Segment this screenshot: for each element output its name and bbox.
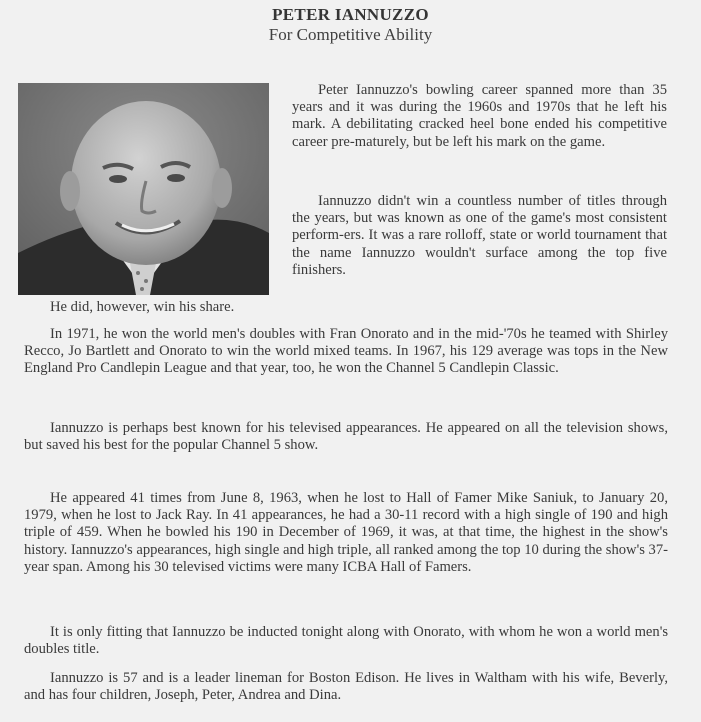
- portrait-image: [18, 83, 269, 295]
- paragraph-6: He appeared 41 times from June 8, 1963, when he lost to Hall of Famer Mike Saniuk, to January 20, 1979, when he lost to Jack Ray. In 41 appearances, he had a 30-11 record with a high single of 190 and high triple of 459. When he bowled his 190 in December of 1969, it was, at that time, the highest in the show's history. Iannuzzo's appearances, high single and high triple, all ranked among the top 10 during the show's 37-year span. Among his 30 televised victims were many ICBA Hall of Famers.: [24, 490, 668, 575]
- portrait-photo: [18, 83, 269, 295]
- paragraph-8: Iannuzzo is 57 and is a leader lineman for Boston Edison. He lives in Waltham with his wife, Beverly, and has four children, Joseph, Peter, Andrea and Dina.: [24, 670, 668, 704]
- page-subtitle: For Competitive Ability: [268, 25, 433, 44]
- paragraph-3: He did, however, win his share.: [50, 299, 235, 315]
- paragraph-1: Peter Iannuzzo's bowling career spanned more than 35 years and it was during the 1960s and 1970s that he left his mark. A debilitating cracked heel bone ended his competitive career pre-maturely, but be left his mark on the game.: [292, 82, 667, 150]
- right-ear: [212, 168, 232, 208]
- paragraph-5: Iannuzzo is perhaps best known for his televised appearances. He appeared on all the television shows, but saved his best for the popular Channel 5 show.: [24, 420, 668, 454]
- page-title: PETER IANNUZZO: [272, 5, 429, 24]
- paragraph-4: In 1971, he won the world men's doubles with Fran Onorato and in the mid-'70s he teamed with Shirley Recco, Jo Bartlett and Onorato to win the world mixed teams. In 1967, his 129 average was tops in the New England Pro Candlepin League and that year, too, he won the Channel 5 Candlepin Classic.: [24, 326, 668, 377]
- paragraph-2: Iannuzzo didn't win a countless number of titles through the years, but was known as one of the game's most consistent perform-ers. It was a rare rolloff, state or world tournament that the name Iannuzzo wouldn't surface among the top five finishers.: [292, 193, 667, 278]
- paragraph-7: It is only fitting that Iannuzzo be inducted tonight along with Onorato, with whom he won a world men's doubles title.: [24, 624, 668, 658]
- left-ear: [60, 171, 80, 211]
